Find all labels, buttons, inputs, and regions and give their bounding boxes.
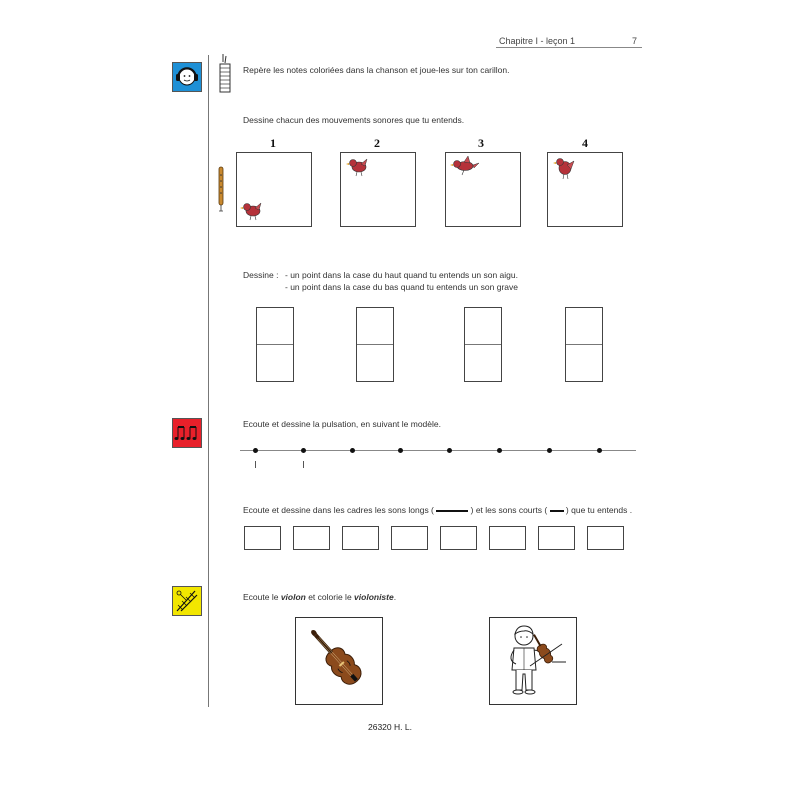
pitch-divider	[357, 344, 393, 345]
margin-line	[208, 55, 209, 707]
section6-part2: et colorie le	[305, 592, 355, 602]
footer-code: 26320 H. L.	[368, 722, 412, 732]
section6-word2: violoniste	[354, 592, 394, 602]
section6-instruction	[243, 592, 396, 602]
bird-icon	[345, 155, 371, 179]
sound-frame-6[interactable]	[489, 526, 526, 550]
pitch-divider	[566, 344, 602, 345]
movement-box-2[interactable]	[340, 152, 416, 227]
section1-instruction: Repère les notes coloriées dans la chanson et joue-les sur ton carillon.	[243, 65, 510, 75]
box-number-1: 1	[270, 136, 276, 150]
pulse-dot	[350, 448, 355, 453]
pitch-box-4[interactable]	[565, 307, 603, 382]
section3-line2: - un point dans la case du bas quand tu entends un son grave	[285, 282, 518, 292]
pulse-dot	[447, 448, 452, 453]
rhythm-notes-icon	[172, 418, 202, 448]
section2-instruction: Dessine chacun des mouvements sonores que tu entends.	[243, 115, 465, 125]
movement-box-3[interactable]	[445, 152, 521, 227]
pulse-dot	[547, 448, 552, 453]
pulse-dot	[597, 448, 602, 453]
box-number-4: 4	[582, 136, 588, 150]
section6-word1: violon	[280, 592, 306, 602]
sound-frame-4[interactable]	[391, 526, 428, 550]
page-number: 7	[632, 36, 638, 46]
sound-frame-3[interactable]	[342, 526, 379, 550]
pulse-tick	[303, 461, 304, 468]
sound-frame-5[interactable]	[440, 526, 477, 550]
section5-part2: ) et les sons courts (	[470, 505, 548, 515]
section5-part1: Ecoute et dessine dans les cadres les sons longs (	[243, 505, 434, 515]
box-number-2: 2	[374, 136, 380, 150]
sound-frame-8[interactable]	[587, 526, 624, 550]
pitch-divider	[465, 344, 501, 345]
sound-frame-2[interactable]	[293, 526, 330, 550]
xylophone-icon	[217, 54, 233, 94]
chapter-title: Chapitre I - leçon 1	[499, 36, 576, 46]
pulse-dot	[497, 448, 502, 453]
bird-icon	[552, 155, 578, 181]
pulse-dot	[253, 448, 258, 453]
violinist-icon	[490, 618, 576, 704]
sound-frame-1[interactable]	[244, 526, 281, 550]
section3-line1: - un point dans la case du haut quand tu entends un son aigu.	[285, 270, 518, 280]
section5-part3: ) que tu entends .	[565, 505, 633, 515]
instruments-icon	[172, 586, 202, 616]
header-rule	[496, 47, 642, 48]
flute-icon	[215, 165, 227, 213]
section3-label: Dessine :	[243, 270, 279, 280]
movement-box-4[interactable]	[547, 152, 623, 227]
long-sound-symbol	[436, 510, 468, 512]
pitch-box-3[interactable]	[464, 307, 502, 382]
pulse-dot	[398, 448, 403, 453]
pitch-box-2[interactable]	[356, 307, 394, 382]
pulse-tick	[255, 461, 256, 468]
section4-instruction: Ecoute et dessine la pulsation, en suivant le modèle.	[243, 419, 441, 429]
pitch-divider	[257, 344, 293, 345]
bird-icon	[450, 155, 480, 179]
box-number-3: 3	[478, 136, 484, 150]
section6-part3: .	[393, 592, 397, 602]
violin-picture[interactable]	[295, 617, 383, 705]
movement-box-1[interactable]	[236, 152, 312, 227]
violin-icon	[296, 618, 382, 704]
short-sound-symbol	[550, 510, 564, 512]
pitch-box-1[interactable]	[256, 307, 294, 382]
headphones-icon	[172, 62, 202, 92]
sound-frame-7[interactable]	[538, 526, 575, 550]
bird-icon	[239, 199, 265, 223]
pulse-dot	[301, 448, 306, 453]
section5-instruction	[243, 505, 632, 515]
violinist-picture[interactable]	[489, 617, 577, 705]
section6-part1: Ecoute le	[243, 592, 281, 602]
pulse-line	[240, 450, 636, 451]
